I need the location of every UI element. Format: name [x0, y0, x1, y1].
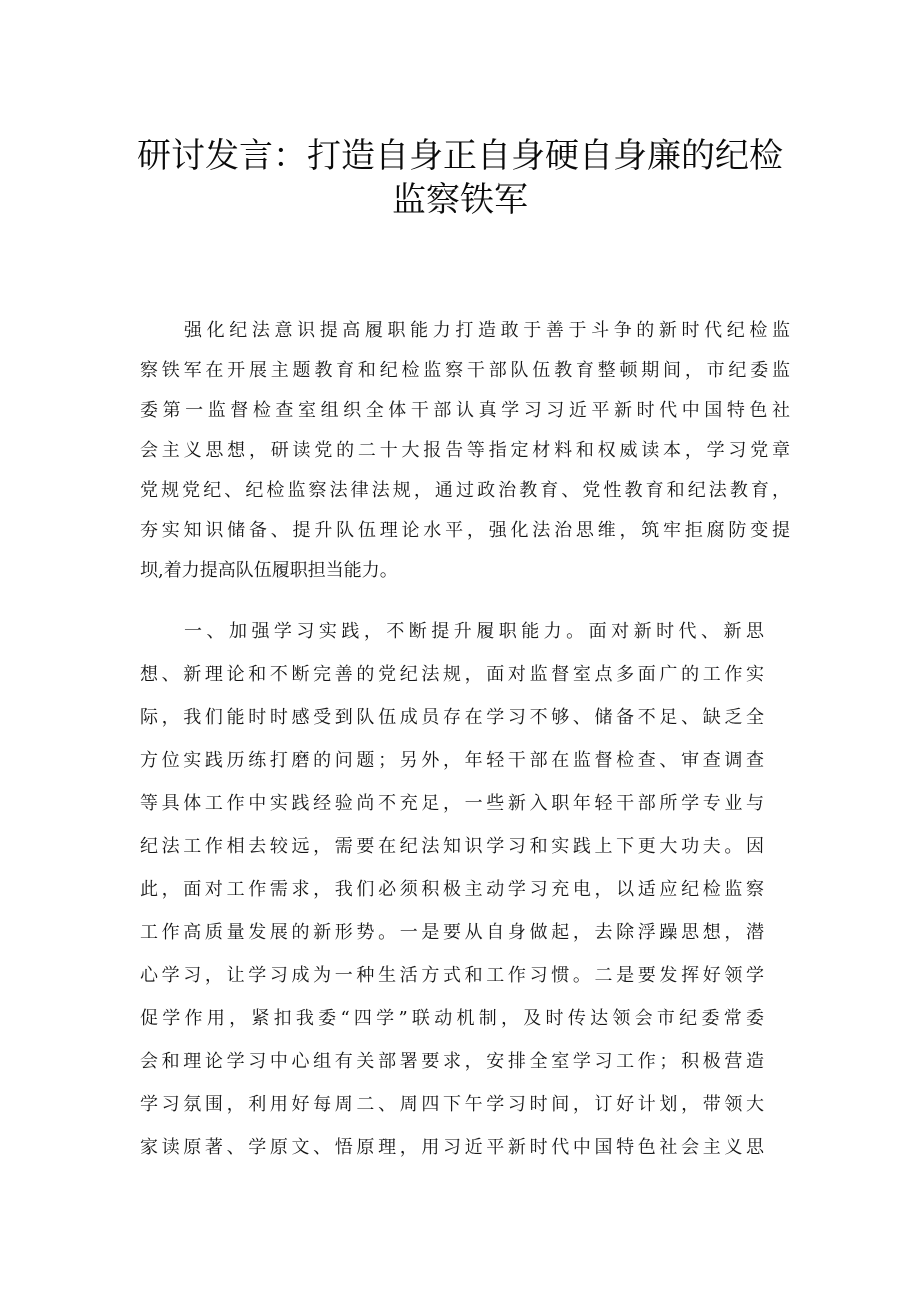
paragraph-1-line: 会主义思想，研读党的二十大报告等指定材料和权威读本，学习党章: [140, 440, 790, 461]
paragraph-2-line: 方位实践历练打磨的问题；另外，年轻干部在监督检查、审查调查: [140, 750, 764, 771]
paragraph-2-line: 会和理论学习中心组有关部署要求，安排全室学习工作；积极营造: [140, 1051, 764, 1072]
paragraph-1-line: 坝,着力提高队伍履职担当能力。: [140, 560, 398, 581]
document-title-line-2: 监察铁军: [392, 180, 528, 220]
paragraph-1-line: 强化纪法意识提高履职能力打造敢于善于斗争的新时代纪检监: [184, 320, 790, 341]
paragraph-2-line: 想、新理论和不断完善的党纪法规，面对监督室点多面广的工作实: [140, 664, 764, 685]
paragraph-2-line: 一、加强学习实践，不断提升履职能力。面对新时代、新思: [184, 621, 764, 642]
paragraph-2-line: 际，我们能时时感受到队伍成员存在学习不够、储备不足、缺乏全: [140, 707, 764, 728]
paragraph-1-line: 委第一监督检查室组织全体干部认真学习习近平新时代中国特色社: [140, 400, 790, 421]
paragraph-1-line: 察铁军在开展主题教育和纪检监察干部队伍教育整顿期间，市纪委监: [140, 360, 790, 381]
paragraph-2-line: 等具体工作中实践经验尚不充足，一些新入职年轻干部所学专业与: [140, 793, 764, 814]
document-title-line-1: 研讨发言：打造自身正自身硬自身廉的纪检: [137, 136, 783, 176]
paragraph-2-line: 工作高质量发展的新形势。一是要从自身做起，去除浮躁思想，潜: [140, 922, 764, 943]
paragraph-2-line: 此，面对工作需求，我们必须积极主动学习充电，以适应纪检监察: [140, 879, 764, 900]
paragraph-2-line: 心学习，让学习成为一种生活方式和工作习惯。二是要发挥好领学: [140, 965, 764, 986]
paragraph-1-line: 党规党纪、纪检监察法律法规，通过政治教育、党性教育和纪法教育，: [140, 480, 790, 501]
paragraph-1-line: 夯实知识储备、提升队伍理论水平，强化法治思维，筑牢拒腐防变提: [140, 520, 790, 541]
paragraph-2-line: 家读原著、学原文、悟原理，用习近平新时代中国特色社会主义思: [140, 1137, 764, 1158]
paragraph-2-line: 促学作用，紧扣我委“四学”联动机制，及时传达领会市纪委常委: [140, 1008, 764, 1029]
paragraph-2-line: 学习氛围，利用好每周二、周四下午学习时间，订好计划，带领大: [140, 1094, 764, 1115]
paragraph-2-line: 纪法工作相去较远，需要在纪法知识学习和实践上下更大功夫。因: [140, 836, 764, 857]
